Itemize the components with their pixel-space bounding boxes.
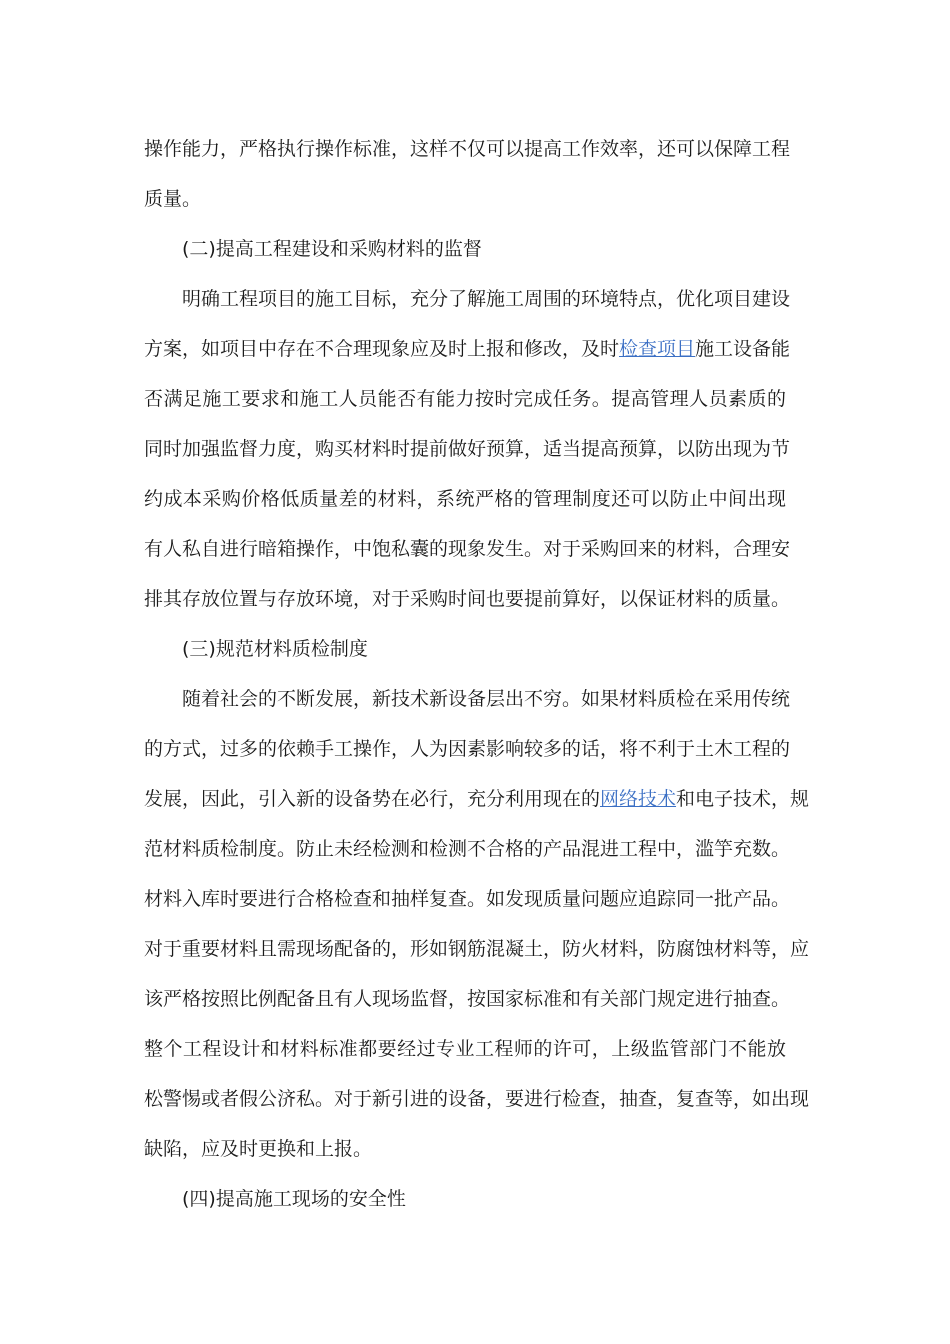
paragraph-line: 同时加强监督力度，购买材料时提前做好预算，适当提高预算，以防出现为节 [144, 438, 791, 460]
paragraph-line: 的方式，过多的依赖手工操作，人为因素影响较多的话，将不利于土木工程的 [144, 738, 791, 760]
paragraph-line: 否满足施工要求和施工人员能否有能力按时完成任务。提高管理人员素质的 [144, 388, 786, 410]
paragraph-line: 明确工程项目的施工目标，充分了解施工周围的环境特点，优化项目建设 [182, 288, 791, 310]
paragraph-line: 材料入库时要进行合格检查和抽样复查。如发现质量问题应追踪同一批产品。 [144, 888, 791, 910]
document-page [144, 124, 810, 1224]
line-text: 方案，如项目中存在不合理现象应及时上报和修改，及时 [144, 338, 620, 360]
paragraph-line: 操作能力，严格执行操作标准，这样不仅可以提高工作效率，还可以保障工程 [144, 138, 791, 160]
paragraph-line: 整个工程设计和材料标准都要经过专业工程师的许可，上级监管部门不能放 [144, 1038, 786, 1060]
line-text: 发展，因此，引入新的设备势在必行，充分利用现在的 [144, 788, 601, 810]
section-heading: (四)提高施工现场的安全性 [182, 1188, 406, 1210]
section-heading: (三)规范材料质检制度 [182, 638, 368, 660]
paragraph-line: 排其存放位置与存放环境，对于采购时间也要提前算好，以保证材料的质量。 [144, 588, 791, 610]
paragraph-line: 有人私自进行暗箱操作，中饱私囊的现象发生。对于采购回来的材料，合理安 [144, 538, 791, 560]
paragraph-line: 松警惕或者假公济私。对于新引进的设备，要进行检查，抽查，复查等，如出现 [144, 1088, 810, 1110]
line-text: 和电子技术，规 [676, 788, 810, 810]
paragraph-line: 约成本采购价格低质量差的材料，系统严格的管理制度还可以防止中间出现 [144, 488, 786, 510]
line-text: 施工设备能 [695, 338, 791, 360]
paragraph-line: 缺陷，应及时更换和上报。 [144, 1138, 373, 1160]
inspection-project-link[interactable]: 检查项目 [619, 338, 696, 360]
section-heading: (二)提高工程建设和采购材料的监督 [182, 238, 482, 260]
paragraph-line: 范材料质检制度。防止未经检测和检测不合格的产品混进工程中，滥竽充数。 [144, 838, 791, 860]
paragraph-line: 随着社会的不断发展，新技术新设备层出不穷。如果材料质检在采用传统 [182, 688, 791, 710]
network-technology-link[interactable]: 网络技术 [600, 788, 677, 810]
paragraph-line: 对于重要材料且需现场配备的，形如钢筋混凝土，防火材料，防腐蚀材料等，应 [144, 938, 810, 960]
paragraph-line: 该严格按照比例配备且有人现场监督，按国家标准和有关部门规定进行抽查。 [144, 988, 791, 1010]
paragraph-line [144, 324, 791, 374]
paragraph-line [144, 774, 810, 824]
paragraph-line: 质量。 [144, 188, 202, 210]
